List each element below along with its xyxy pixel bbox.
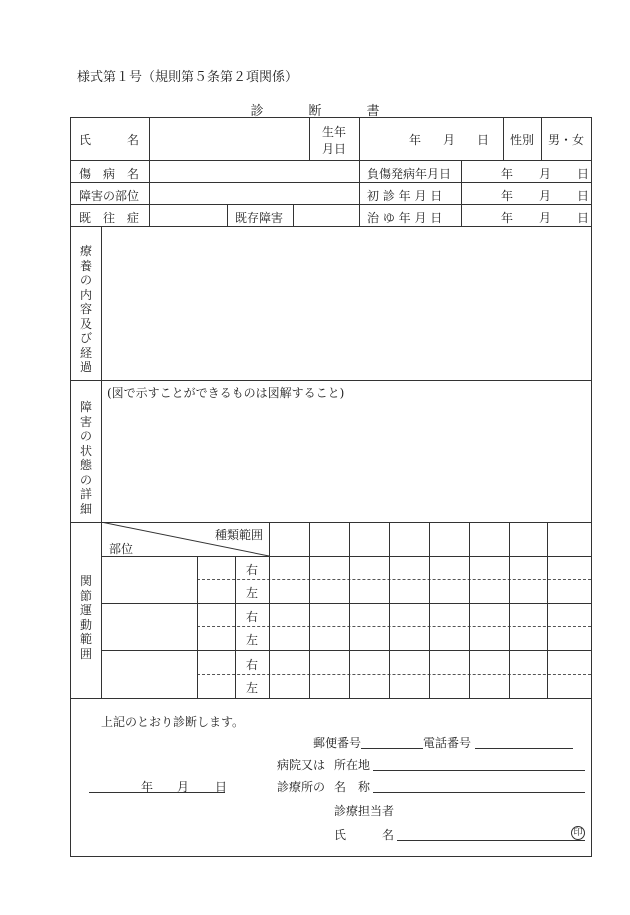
disability-detail-label: 障害の状態の詳細 [79,400,92,516]
hospital-label-1: 病院又は [277,758,326,772]
phone-label: 電話番号 [423,736,472,750]
onset-date-label: 負傷発病年月日 [367,167,452,181]
title-char: 断 [308,104,322,119]
joint-header-type-range: 種類範囲 [215,528,264,542]
joint-row-line [101,650,591,651]
hospital-label-2: 診療所の [277,780,326,794]
right-side-label: 右 [246,563,259,577]
col-divider [541,118,542,160]
joint-col-line [235,556,236,698]
month-unit: 月 [539,167,552,181]
first-visit-date-label: 初 診 年 月 日 [367,189,443,203]
date-year-unit: 年 [141,780,154,794]
joint-dashed-line [197,579,591,580]
certificate-form [70,117,592,857]
left-side-label: 左 [246,681,259,695]
form-number: 様式第１号（規則第５条第２項関係） [77,70,299,85]
title-char: 書 [366,104,380,119]
col-divider [359,118,360,226]
month-unit: 月 [539,211,552,225]
month-unit: 月 [539,189,552,203]
date-day-unit: 日 [215,780,228,794]
year-unit: 年 [501,189,514,203]
treatment-label: 療養の内容及び経過 [79,244,92,374]
joint-row-line [101,556,591,557]
birth-month-unit: 月 [443,133,456,147]
section-divider [71,698,591,699]
doctor-name-line [397,840,585,841]
diagnosis-statement: 上記のとおり診断します。 [101,715,245,729]
year-unit: 年 [501,167,514,181]
gender-label: 性別 [510,133,535,147]
birth-label-1: 生年 [322,125,347,139]
joint-col-line [509,522,510,698]
day-unit: 日 [577,167,590,181]
joint-col-line [469,522,470,698]
birth-day-unit: 日 [477,133,490,147]
cure-date-label: 治 ゆ 年 月 日 [367,211,443,225]
row-divider [71,226,591,227]
section-divider [71,380,591,381]
joint-col-line [547,522,548,698]
left-side-label: 左 [246,586,259,600]
past-history-label: 既 往 症 [79,211,140,225]
gender-value: 男・女 [548,133,585,147]
joint-col-line [349,522,350,698]
phone-line [475,748,573,749]
joint-col-line [197,556,198,698]
col-divider [309,118,310,160]
joint-col-line [389,522,390,698]
disability-part-label: 障害の部位 [79,189,140,203]
birth-year-unit: 年 [409,133,422,147]
seal-mark: 印 [571,826,585,840]
date-line [89,792,225,793]
disability-note: (図で示すことができるものは図解すること) [107,386,345,400]
col-divider [227,204,228,226]
label-column-divider [101,226,102,698]
date-month-unit: 月 [177,780,190,794]
existing-disability-label: 既存障害 [235,211,284,225]
col-divider [503,118,504,160]
right-side-label: 右 [246,610,259,624]
injury-name-label: 傷 病 名 [79,167,140,181]
postal-code-line [361,748,423,749]
facility-name-label: 名 称 [334,780,371,794]
facility-name-line [373,792,585,793]
joint-dashed-line [197,626,591,627]
day-unit: 日 [577,211,590,225]
joint-col-line [309,522,310,698]
year-unit: 年 [501,211,514,225]
address-line [373,770,585,771]
joint-row-line [101,603,591,604]
col-divider [293,204,294,226]
doctor-in-charge-label: 診療担当者 [334,804,395,818]
col-divider [461,160,462,226]
name-label: 氏 名 [79,133,140,147]
postal-code-label: 郵便番号 [313,736,362,750]
col-divider [149,118,150,226]
doctor-name-label: 氏 名 [334,828,395,842]
joint-col-line [429,522,430,698]
right-side-label: 右 [246,658,259,672]
joint-dashed-line [197,674,591,675]
joint-range-label: 関節運動範囲 [79,574,92,661]
joint-col-line [269,522,270,698]
birth-label-2: 月日 [322,142,347,156]
left-side-label: 左 [246,633,259,647]
title-char: 診 [250,104,264,119]
day-unit: 日 [577,189,590,203]
address-label: 所在地 [334,758,371,772]
joint-header-part: 部位 [109,542,134,556]
